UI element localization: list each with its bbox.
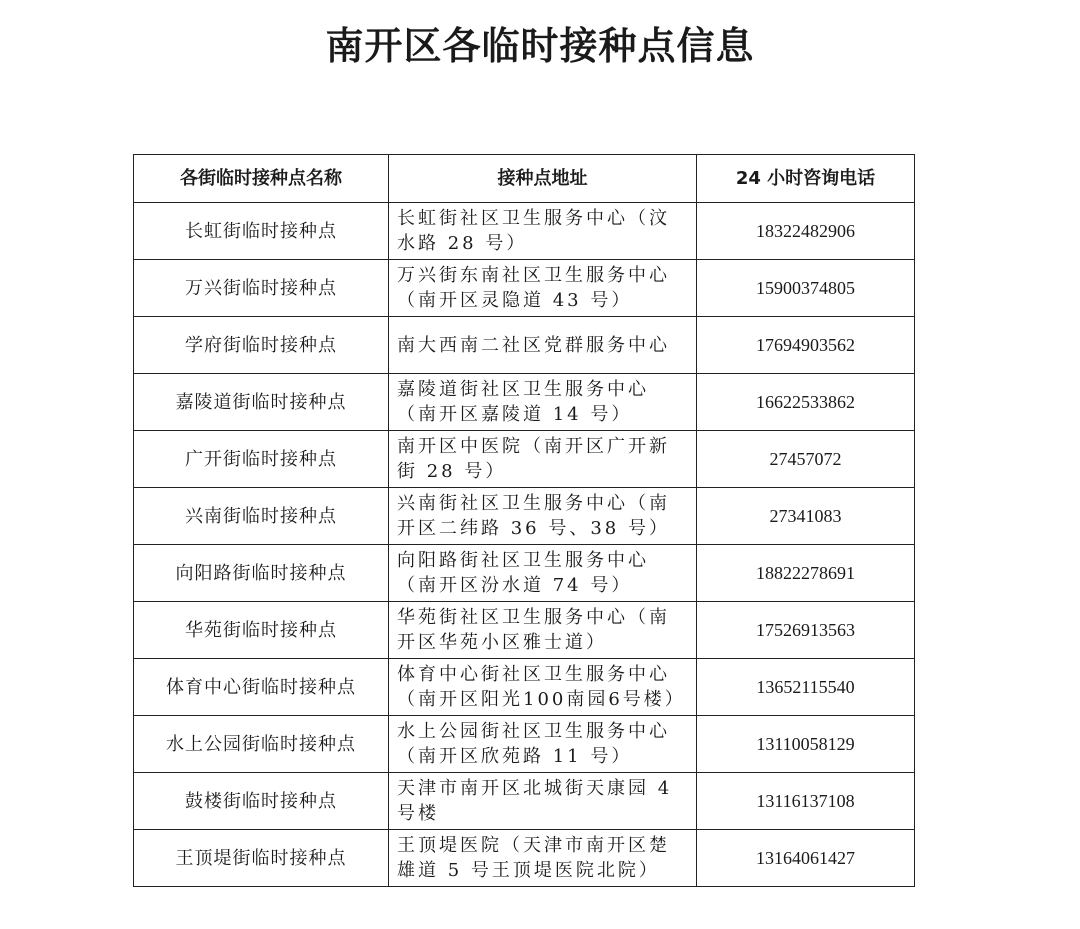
site-address-cell: 体育中心街社区卫生服务中心（南开区阳光100南园6号楼） xyxy=(389,659,697,716)
site-address-cell: 水上公园街社区卫生服务中心（南开区欣苑路 11 号） xyxy=(389,716,697,773)
column-header-site-name: 各街临时接种点名称 xyxy=(134,155,389,203)
site-phone-cell: 27341083 xyxy=(697,488,915,545)
table-row xyxy=(134,830,915,887)
site-name-cell: 万兴街临时接种点 xyxy=(134,260,389,317)
site-phone-cell: 27457072 xyxy=(697,431,915,488)
column-header-address: 接种点地址 xyxy=(389,155,697,203)
table-row xyxy=(134,716,915,773)
site-phone-cell: 13110058129 xyxy=(697,716,915,773)
site-address-cell: 天津市南开区北城街天康园 4号楼 xyxy=(389,773,697,830)
site-name-cell: 华苑街临时接种点 xyxy=(134,602,389,659)
site-phone-cell: 13164061427 xyxy=(697,830,915,887)
table-row xyxy=(134,431,915,488)
site-address-cell: 向阳路街社区卫生服务中心（南开区汾水道 74 号） xyxy=(389,545,697,602)
site-phone-cell: 16622533862 xyxy=(697,374,915,431)
column-header-hotline: 24 小时咨询电话 xyxy=(697,155,915,203)
table-row xyxy=(134,260,915,317)
site-name-cell: 长虹街临时接种点 xyxy=(134,203,389,260)
table-row xyxy=(134,203,915,260)
site-name-cell: 鼓楼街临时接种点 xyxy=(134,773,389,830)
site-name-cell: 广开街临时接种点 xyxy=(134,431,389,488)
site-address-cell: 长虹街社区卫生服务中心（汶水路 28 号） xyxy=(389,203,697,260)
site-name-cell: 嘉陵道街临时接种点 xyxy=(134,374,389,431)
site-phone-cell: 15900374805 xyxy=(697,260,915,317)
site-name-cell: 水上公园街临时接种点 xyxy=(134,716,389,773)
site-phone-cell: 17526913563 xyxy=(697,602,915,659)
site-address-cell: 嘉陵道街社区卫生服务中心（南开区嘉陵道 14 号） xyxy=(389,374,697,431)
page-title: 南开区各临时接种点信息 xyxy=(325,24,755,68)
site-address-cell: 王顶堤医院（天津市南开区楚雄道 5 号王顶堤医院北院） xyxy=(389,830,697,887)
table-header-row xyxy=(134,155,915,203)
site-address-cell: 南开区中医院（南开区广开新街 28 号） xyxy=(389,431,697,488)
table-row xyxy=(134,374,915,431)
site-address-cell: 南大西南二社区党群服务中心 xyxy=(389,317,697,374)
table-row xyxy=(134,488,915,545)
site-name-cell: 向阳路街临时接种点 xyxy=(134,545,389,602)
site-phone-cell: 13652115540 xyxy=(697,659,915,716)
site-name-cell: 体育中心街临时接种点 xyxy=(134,659,389,716)
table-row xyxy=(134,602,915,659)
vaccination-sites-table xyxy=(133,154,915,887)
site-phone-cell: 18322482906 xyxy=(697,203,915,260)
table-row xyxy=(134,545,915,602)
table-row xyxy=(134,317,915,374)
site-address-cell: 兴南街社区卫生服务中心（南开区二纬路 36 号、38 号） xyxy=(389,488,697,545)
site-name-cell: 学府街临时接种点 xyxy=(134,317,389,374)
site-name-cell: 兴南街临时接种点 xyxy=(134,488,389,545)
site-address-cell: 华苑街社区卫生服务中心（南开区华苑小区雅士道） xyxy=(389,602,697,659)
site-phone-cell: 18822278691 xyxy=(697,545,915,602)
site-name-cell: 王顶堤街临时接种点 xyxy=(134,830,389,887)
table-row xyxy=(134,659,915,716)
site-phone-cell: 13116137108 xyxy=(697,773,915,830)
site-address-cell: 万兴街东南社区卫生服务中心（南开区灵隐道 43 号） xyxy=(389,260,697,317)
table-row xyxy=(134,773,915,830)
site-phone-cell: 17694903562 xyxy=(697,317,915,374)
